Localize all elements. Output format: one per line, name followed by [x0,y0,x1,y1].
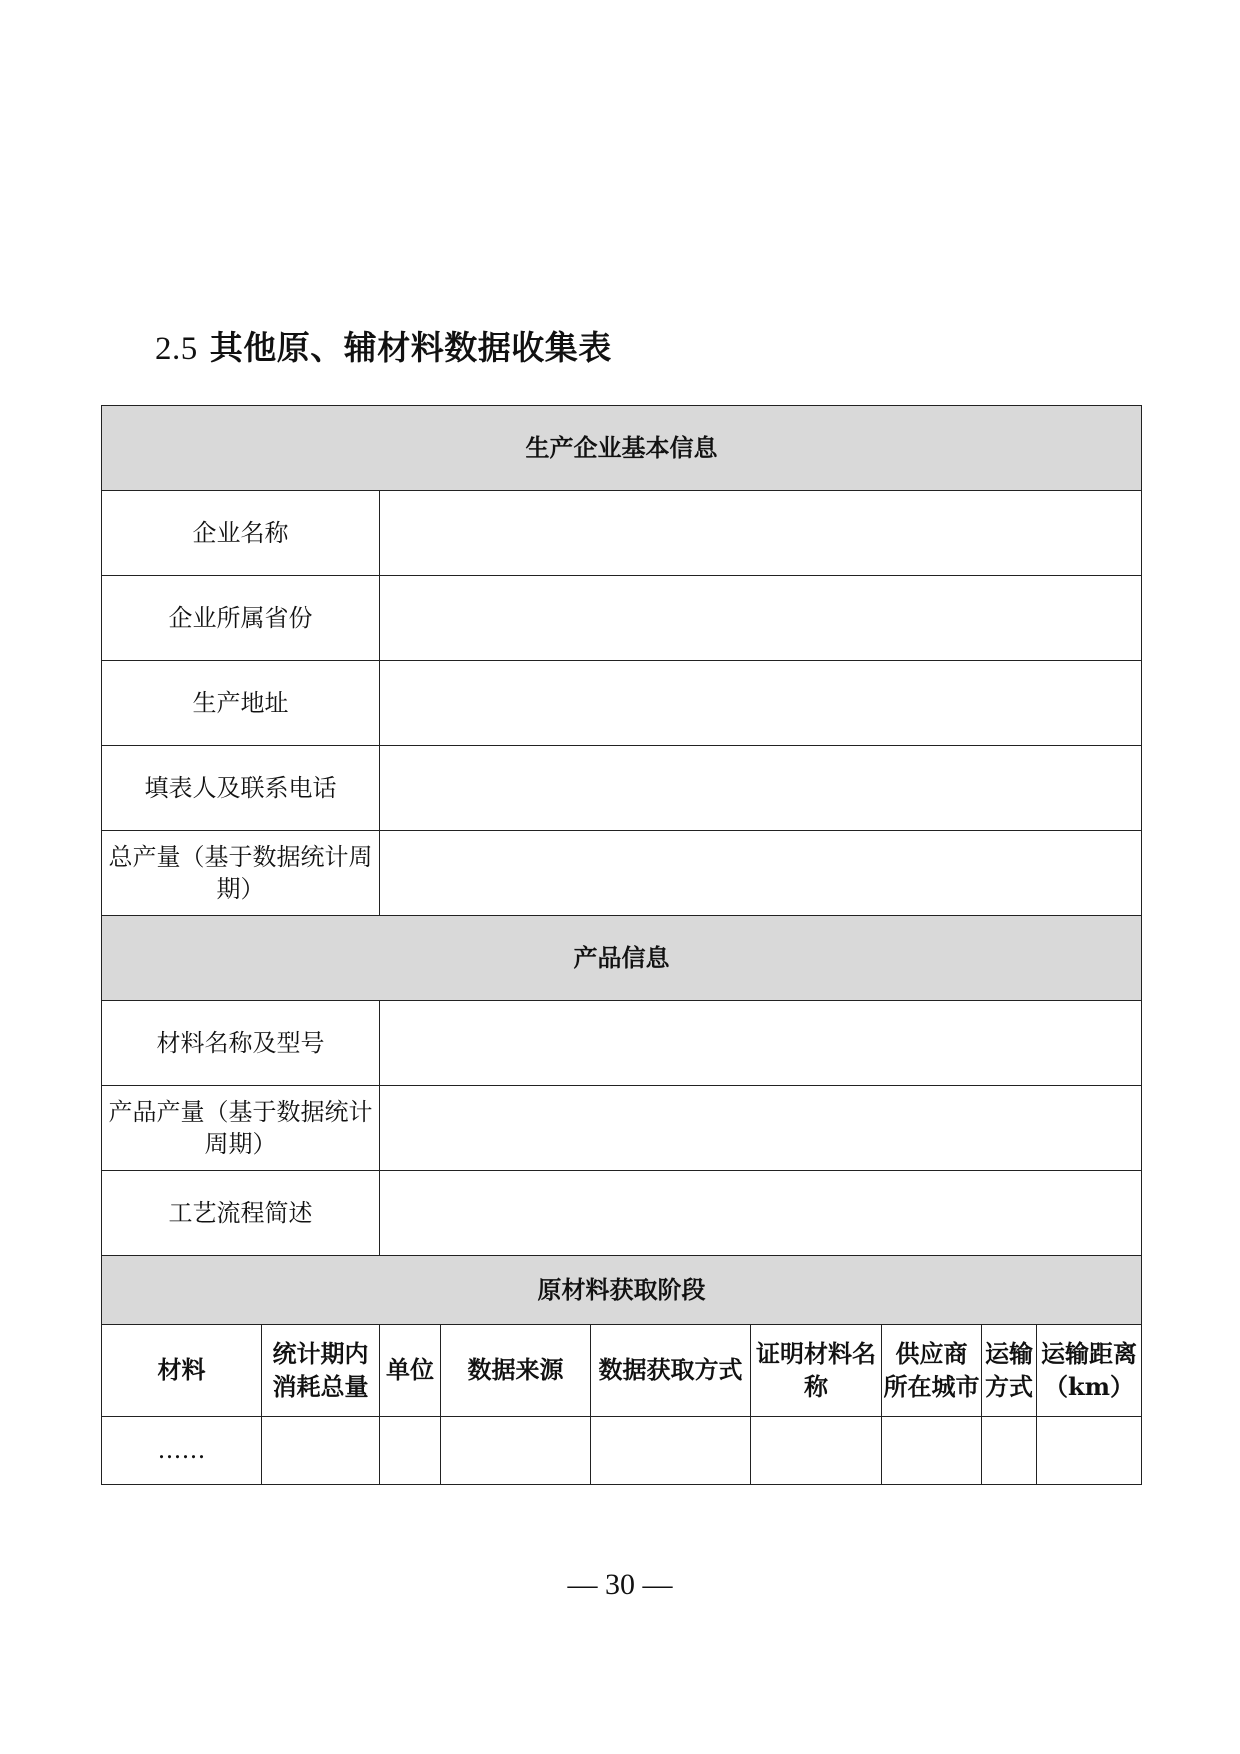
table-cell-transport-distance[interactable] [1037,1417,1142,1485]
total-output-field[interactable] [380,831,1142,916]
section-number: 2.5 [155,331,198,367]
section-title-text: 其他原、辅材料数据收集表 [209,328,612,367]
column-header-line: 运输距离 [1041,1339,1138,1369]
enterprise-info-band-row [102,406,1142,491]
page-number: — 30 — [567,1568,673,1601]
material-name-model-label: 材料名称及型号 [102,1001,380,1086]
table-cell-total-consumption[interactable] [262,1417,380,1485]
production-address-field[interactable] [380,661,1142,746]
column-header-supplier-city [882,1325,982,1417]
column-header-line: 所在城市 [883,1371,980,1401]
table-cell-proof-document-name[interactable] [751,1417,882,1485]
process-description-field[interactable] [380,1171,1142,1256]
column-header-line: 数据来源 [467,1355,564,1385]
column-header-total-consumption [262,1325,380,1417]
contact-person-phone-label: 填表人及联系电话 [102,746,380,831]
material-data-collection-table [101,405,1142,1485]
product-row [102,1086,1142,1171]
column-header-proof-document-name [751,1325,882,1417]
process-description-label: 工艺流程简述 [102,1171,380,1256]
enterprise-row [102,831,1142,916]
enterprise-name-label: 企业名称 [102,491,380,576]
product-output-field[interactable] [380,1086,1142,1171]
enterprise-province-field[interactable] [380,576,1142,661]
enterprise-row [102,746,1142,831]
enterprise-row [102,491,1142,576]
column-header-line: 供应商 [895,1339,968,1369]
enterprise-row [102,576,1142,661]
table-row [102,1417,1142,1485]
contact-person-phone-field[interactable] [380,746,1142,831]
production-address-label: 生产地址 [102,661,380,746]
column-header-data-acquisition-method [591,1325,751,1417]
table-cell-data-source[interactable] [441,1417,591,1485]
column-header-unit [380,1325,441,1417]
table-cell-data-acquisition-method[interactable] [591,1417,751,1485]
enterprise-name-field[interactable] [380,491,1142,576]
column-header-line: 运输 [985,1339,1033,1369]
enterprise-info-band: 生产企业基本信息 [102,406,1142,491]
column-header-line: 方式 [985,1371,1033,1401]
material-name-model-field[interactable] [380,1001,1142,1086]
product-row [102,1001,1142,1086]
column-header-line: 材料 [157,1355,206,1385]
product-info-band: 产品信息 [102,916,1142,1001]
table-cell-unit[interactable] [380,1417,441,1485]
column-header-line: 单位 [386,1355,434,1385]
section-title [155,322,612,369]
enterprise-province-label: 企业所属省份 [102,576,380,661]
product-info-band-row [102,916,1142,1001]
table-cell-material[interactable]: …… [102,1417,262,1485]
table-cell-transport-mode[interactable] [982,1417,1037,1485]
column-header-line: 统计期内 [272,1339,369,1369]
product-output-label: 产品产量（基于数据统计周期） [102,1086,380,1171]
raw-material-stage-band: 原材料获取阶段 [102,1256,1142,1325]
column-header-line: 消耗总量 [272,1371,369,1401]
table-cell-supplier-city[interactable] [882,1417,982,1485]
column-header-transport-mode [982,1325,1037,1417]
column-header-material [102,1325,262,1417]
raw-material-column-header-row [102,1325,1142,1417]
column-header-transport-distance [1037,1325,1142,1417]
column-header-line: 证明材料名称 [756,1339,876,1401]
column-header-data-source [441,1325,591,1417]
enterprise-row [102,661,1142,746]
column-header-line: （km） [1044,1371,1135,1401]
product-row [102,1171,1142,1256]
column-header-line: 数据获取方式 [598,1355,743,1385]
total-output-label: 总产量（基于数据统计周期） [102,831,380,916]
raw-material-band-row [102,1256,1142,1325]
